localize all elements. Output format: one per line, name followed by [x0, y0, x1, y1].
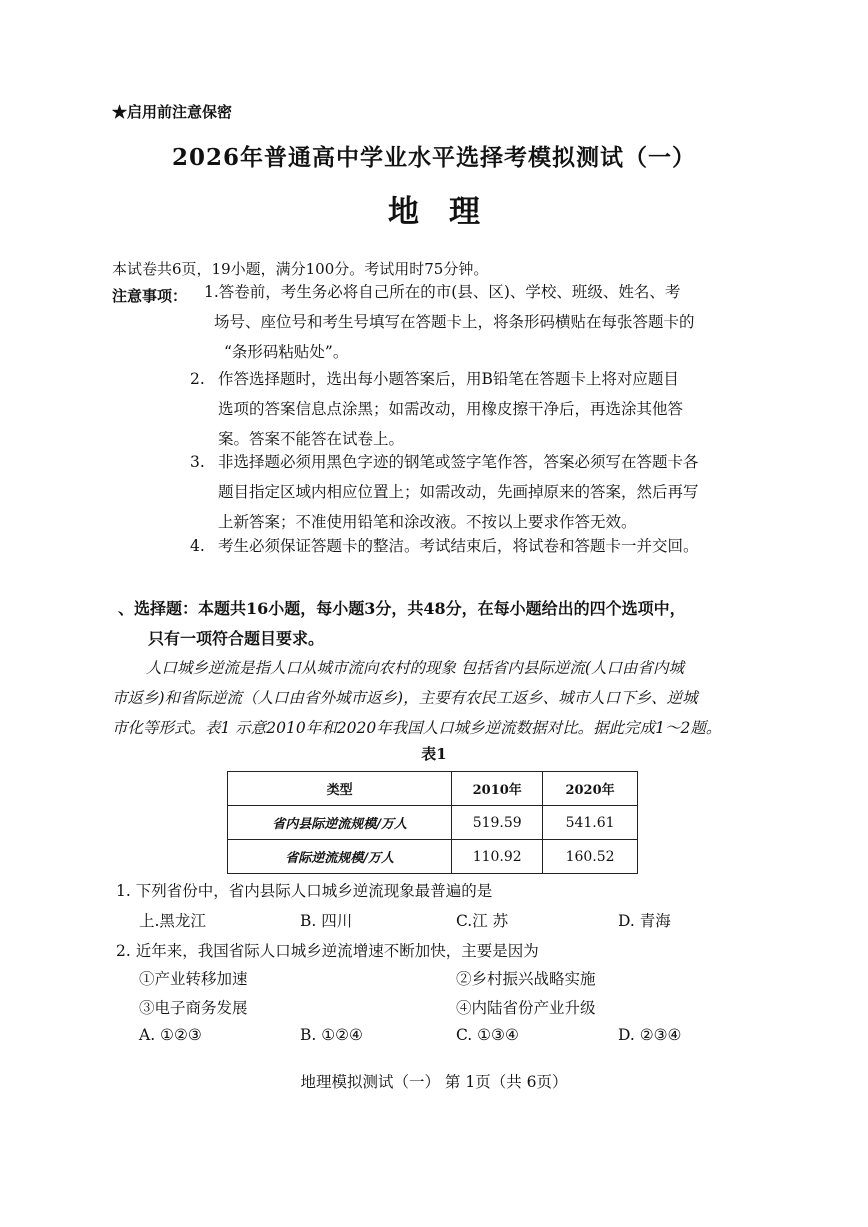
confidential-mark: ★启用前注意保密 [112, 103, 233, 121]
table-cell: 110.92 [452, 840, 543, 874]
question-1-option-a: 上.黑龙江 [139, 912, 206, 930]
question-1-option-b: B. 四川 [300, 912, 353, 930]
notice-item-1 [204, 277, 695, 367]
table-row [228, 840, 638, 874]
table-row [228, 806, 638, 840]
notice-item-2 [190, 364, 683, 454]
question-2-statement-4: ④内陆省份产业升级 [456, 999, 596, 1017]
question-2-option-d: D. ②③④ [618, 1026, 682, 1044]
table-header-cell: 2020年 [543, 772, 638, 806]
notice-line: 场号、座位号和考生号填写在答题卡上，将条形码横贴在每张答题卡的 [214, 313, 695, 331]
table-cell: 省内县际逆流规模/万人 [228, 806, 452, 840]
passage-line: 市返乡)和省际逆流（人口由省外城市返乡)，主要有农民工返乡、城市人口下乡、逆城 [112, 689, 698, 707]
subject-title: 地理 [388, 194, 510, 230]
table-cell: 541.61 [543, 806, 638, 840]
section-heading-line: 只有一项符合题目要求。 [148, 629, 325, 648]
passage-line: 市化等形式。表1 示意2010年和2020年我国人口城乡逆流数据对比。据此完成1～2题。 [112, 719, 722, 737]
passage [112, 653, 721, 743]
question-2-option-a: A. ①②③ [139, 1026, 202, 1044]
table-header-row [228, 772, 638, 806]
table-cell: 160.52 [543, 840, 638, 874]
question-2-statement-3: ③电子商务发展 [139, 999, 248, 1017]
exam-title: 2026年普通高中学业水平选择考模拟测试（一） [171, 144, 696, 171]
table-caption: 表1 [421, 745, 447, 763]
notice-item-3 [190, 447, 699, 537]
notice-number: 4. [190, 537, 205, 555]
table-header-cell: 类型 [228, 772, 452, 806]
notice-line: 案。答案不能答在试卷上。 [218, 430, 405, 448]
question-2-option-c: C. ①③④ [456, 1026, 519, 1044]
notice-line: 非选择题必须用黑色字迹的钢笔或签字笔作答，答案必须写在答题卡各 [218, 453, 699, 471]
table-header-cell: 2010年 [452, 772, 543, 806]
question-2-stem: 2. 近年来，我国省际人口城乡逆流增速不断加快，主要是因为 [116, 942, 539, 960]
notice-line: 题目指定区域内相应位置上；如需改动，先画掉原来的答案，然后再写 [218, 483, 699, 501]
exam-intro: 本试卷共6页，19小题，满分100分。考试用时75分钟。 [112, 260, 489, 278]
question-1-stem: 1. 下列省份中，省内县际人口城乡逆流现象最普遍的是 [116, 882, 493, 900]
notice-line: 作答选择题时，选出每小题答案后，用B铅笔在答题卡上将对应题目 [218, 370, 679, 388]
notice-line: 考生必须保证答题卡的整洁。考试结束后，将试卷和答题卡一并交回。 [218, 537, 699, 555]
notice-number: 3. [190, 453, 205, 471]
page-footer: 地理模拟测试（一） 第 1页（共 6页） [300, 1073, 568, 1091]
notice-line: 1.答卷前，考生务必将自己所在的市(县、区)、学校、班级、姓名、考 [204, 283, 681, 301]
question-2-option-b: B. ①②④ [300, 1026, 363, 1044]
question-1-option-c: C.江 苏 [456, 912, 509, 930]
table-cell: 省际逆流规模/万人 [228, 840, 452, 874]
section-heading-line: 、选择题：本题共16小题，每小题3分，共48分，在每小题给出的四个选项中， [118, 599, 686, 618]
section-heading [118, 594, 686, 654]
notice-line: “条形码粘贴处”。 [224, 343, 349, 361]
data-table [227, 771, 638, 874]
notice-line: 选项的答案信息点涂黑；如需改动，用橡皮擦干净后，再选涂其他答 [218, 400, 684, 418]
table-cell: 519.59 [452, 806, 543, 840]
question-2-statement-2: ②乡村振兴战略实施 [456, 970, 596, 988]
notice-line: 上新答案；不准使用铅笔和涂改液。不按以上要求作答无效。 [218, 513, 637, 531]
notice-number: 2. [190, 370, 205, 388]
question-2-statement-1: ①产业转移加速 [139, 970, 248, 988]
passage-line: 人口城乡逆流是指人口从城市流向农村的现象 包括省内县际逆流(人口由省内城 [146, 659, 684, 677]
notice-item-4 [190, 531, 699, 561]
question-1-option-d: D. 青海 [618, 912, 671, 930]
notice-label: 注意事项： [112, 287, 188, 305]
